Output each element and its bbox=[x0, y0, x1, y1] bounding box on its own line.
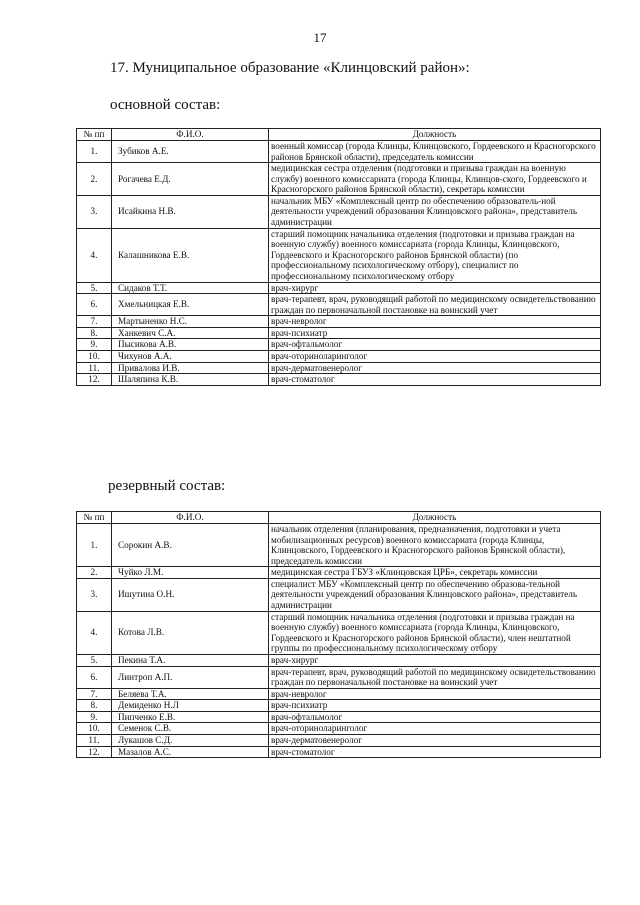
row-number: 5. bbox=[77, 282, 112, 294]
person-name: Мартыненко Н.С. bbox=[112, 316, 269, 328]
row-number: 2. bbox=[77, 163, 112, 196]
row-number: 5. bbox=[77, 654, 112, 666]
table-row bbox=[77, 654, 601, 666]
col-position-header: Должность bbox=[269, 129, 601, 141]
main-composition-label: основной состав: bbox=[110, 97, 221, 113]
person-name: Шаляпина К.В. bbox=[112, 374, 269, 386]
position-text: военный комиссар (города Клинцы, Клинцовского, Гордеевского и Красногорского районов Брянской области), председатель комиссии bbox=[269, 141, 601, 163]
table-row bbox=[77, 746, 601, 758]
row-number: 3. bbox=[77, 195, 112, 228]
position-text: врач-невролог bbox=[269, 316, 601, 328]
main-table-body bbox=[77, 141, 601, 386]
row-number: 1. bbox=[77, 141, 112, 163]
row-number: 7. bbox=[77, 316, 112, 328]
person-name: Рогачева Е.Д. bbox=[112, 163, 269, 196]
table-row bbox=[77, 362, 601, 374]
position-text: старший помощник начальника отделения (подготовки и призыва граждан на военную службу) военного комиссариата (города Клинцы, Клинцовского, Гордеевского и Красногорского районов Брянской области), член нештатной группы по профессиональному психологическому отбору bbox=[269, 611, 601, 654]
person-name: Котова Л.В. bbox=[112, 611, 269, 654]
person-name: Зубиков А.Е. bbox=[112, 141, 269, 163]
person-name: Сидаков Т.Т. bbox=[112, 282, 269, 294]
col-name-header: Ф.И.О. bbox=[112, 512, 269, 524]
row-number: 4. bbox=[77, 611, 112, 654]
row-number: 12. bbox=[77, 374, 112, 386]
table-row bbox=[77, 711, 601, 723]
person-name: Привалова И.В. bbox=[112, 362, 269, 374]
row-number: 3. bbox=[77, 578, 112, 611]
table-row bbox=[77, 374, 601, 386]
person-name: Чуйко Л.М. bbox=[112, 567, 269, 579]
row-number: 6. bbox=[77, 294, 112, 316]
position-text: медицинская сестра отделения (подготовки и призыва граждан на военную службу) военного комиссариата (города Клинцы, Клинцов-ского, Гордеевского и Красногорского районов Брянской области), секретарь комиссии bbox=[269, 163, 601, 196]
person-name: Ишутина О.Н. bbox=[112, 578, 269, 611]
row-number: 4. bbox=[77, 228, 112, 282]
row-number: 12. bbox=[77, 746, 112, 758]
position-text: начальник МБУ «Комплексный центр по обеспечению образователь-ной деятельности учреждений образования Клинцовского района», представитель администрации bbox=[269, 195, 601, 228]
position-text: врач-офтальмолог bbox=[269, 339, 601, 351]
table-row bbox=[77, 163, 601, 196]
row-number: 11. bbox=[77, 362, 112, 374]
table-row bbox=[77, 666, 601, 688]
col-number-header: № пп bbox=[77, 129, 112, 141]
col-name-header: Ф.И.О. bbox=[112, 129, 269, 141]
col-number-header: № пп bbox=[77, 512, 112, 524]
row-number: 8. bbox=[77, 700, 112, 712]
row-number: 8. bbox=[77, 327, 112, 339]
table-row bbox=[77, 195, 601, 228]
table-row bbox=[77, 327, 601, 339]
table-row bbox=[77, 141, 601, 163]
table-row bbox=[77, 282, 601, 294]
row-number: 7. bbox=[77, 688, 112, 700]
table-row bbox=[77, 524, 601, 567]
person-name: Пипченко Е.В. bbox=[112, 711, 269, 723]
position-text: специалист МБУ «Комплексный центр по обеспечению образова-тельной деятельности учреждений образования Клинцовского района», представитель администрации bbox=[269, 578, 601, 611]
table-row bbox=[77, 734, 601, 746]
position-text: врач-хирург bbox=[269, 654, 601, 666]
table-row bbox=[77, 316, 601, 328]
table-row bbox=[77, 567, 601, 579]
person-name: Хмельницкая Е.В. bbox=[112, 294, 269, 316]
position-text: врач-стоматолог bbox=[269, 374, 601, 386]
row-number: 9. bbox=[77, 339, 112, 351]
row-number: 6. bbox=[77, 666, 112, 688]
table-row bbox=[77, 228, 601, 282]
row-number: 1. bbox=[77, 524, 112, 567]
position-text: старший помощник начальника отделения (подготовки и призыва граждан на военную службу) военного комиссариата (города Клинцы, Клинцовского, Гордеевского и Красногорского районов Брянской области) (по профессиональному психологическому отбору), специалист по профессиональному психологическому отбору bbox=[269, 228, 601, 282]
main-composition-table bbox=[76, 128, 601, 386]
person-name: Ханкевич С.А. bbox=[112, 327, 269, 339]
table-row bbox=[77, 688, 601, 700]
table-row bbox=[77, 339, 601, 351]
person-name: Семенок С.В. bbox=[112, 723, 269, 735]
table-row bbox=[77, 611, 601, 654]
person-name: Пысикова А.В. bbox=[112, 339, 269, 351]
table-row bbox=[77, 723, 601, 735]
person-name: Демиденко Н.Л bbox=[112, 700, 269, 712]
position-text: врач-терапевт, врач, руководящий работой по медицинскому освидетельствованию граждан по первоначальной постановке на воинский учет bbox=[269, 294, 601, 316]
col-position-header: Должность bbox=[269, 512, 601, 524]
person-name: Мазалов А.С. bbox=[112, 746, 269, 758]
page-number: 17 bbox=[313, 30, 327, 45]
person-name: Беляева Т.А. bbox=[112, 688, 269, 700]
person-name: Сорокин А.В. bbox=[112, 524, 269, 567]
person-name: Пекина Т.А. bbox=[112, 654, 269, 666]
person-name: Линтроп А.П. bbox=[112, 666, 269, 688]
position-text: врач-дерматовенеролог bbox=[269, 734, 601, 746]
position-text: врач-стоматолог bbox=[269, 746, 601, 758]
position-text: медицинская сестра ГБУЗ «Клинцовская ЦРБ», секретарь комиссии bbox=[269, 567, 601, 579]
row-number: 9. bbox=[77, 711, 112, 723]
position-text: врач-офтальмолог bbox=[269, 711, 601, 723]
position-text: врач-психиатр bbox=[269, 700, 601, 712]
position-text: врач-невролог bbox=[269, 688, 601, 700]
position-text: начальник отделения (планирования, предназначения, подготовки и учета мобилизационных ресурсов) военного комиссариата (города Клинцы, Клинцовского, Гордеевского и Красногорского районов Брянской области), председатель комиссии bbox=[269, 524, 601, 567]
person-name: Калашникова Е.В. bbox=[112, 228, 269, 282]
table-header-row bbox=[77, 129, 601, 141]
table-row bbox=[77, 700, 601, 712]
row-number: 2. bbox=[77, 567, 112, 579]
row-number: 10. bbox=[77, 723, 112, 735]
person-name: Чихунов А.А. bbox=[112, 350, 269, 362]
position-text: врач-психиатр bbox=[269, 327, 601, 339]
row-number: 10. bbox=[77, 350, 112, 362]
table-header-row bbox=[77, 512, 601, 524]
reserve-table-body bbox=[77, 524, 601, 758]
table-row bbox=[77, 350, 601, 362]
reserve-composition-label: резервный состав: bbox=[108, 478, 226, 494]
person-name: Исайкина Н.В. bbox=[112, 195, 269, 228]
section-heading: 17. Муниципальное образование «Клинцовский район»: bbox=[110, 60, 470, 76]
reserve-composition-table bbox=[76, 511, 601, 758]
table-row bbox=[77, 294, 601, 316]
position-text: врач-оториноларинголог bbox=[269, 723, 601, 735]
position-text: врач-хирург bbox=[269, 282, 601, 294]
position-text: врач-дерматовенеролог bbox=[269, 362, 601, 374]
table-row bbox=[77, 578, 601, 611]
position-text: врач-терапевт, врач, руководящий работой по медицинскому освидетельствованию граждан по первоначальной постановке на воинский учет bbox=[269, 666, 601, 688]
person-name: Лукашов С.Д. bbox=[112, 734, 269, 746]
row-number: 11. bbox=[77, 734, 112, 746]
position-text: врач-оториноларинголог bbox=[269, 350, 601, 362]
